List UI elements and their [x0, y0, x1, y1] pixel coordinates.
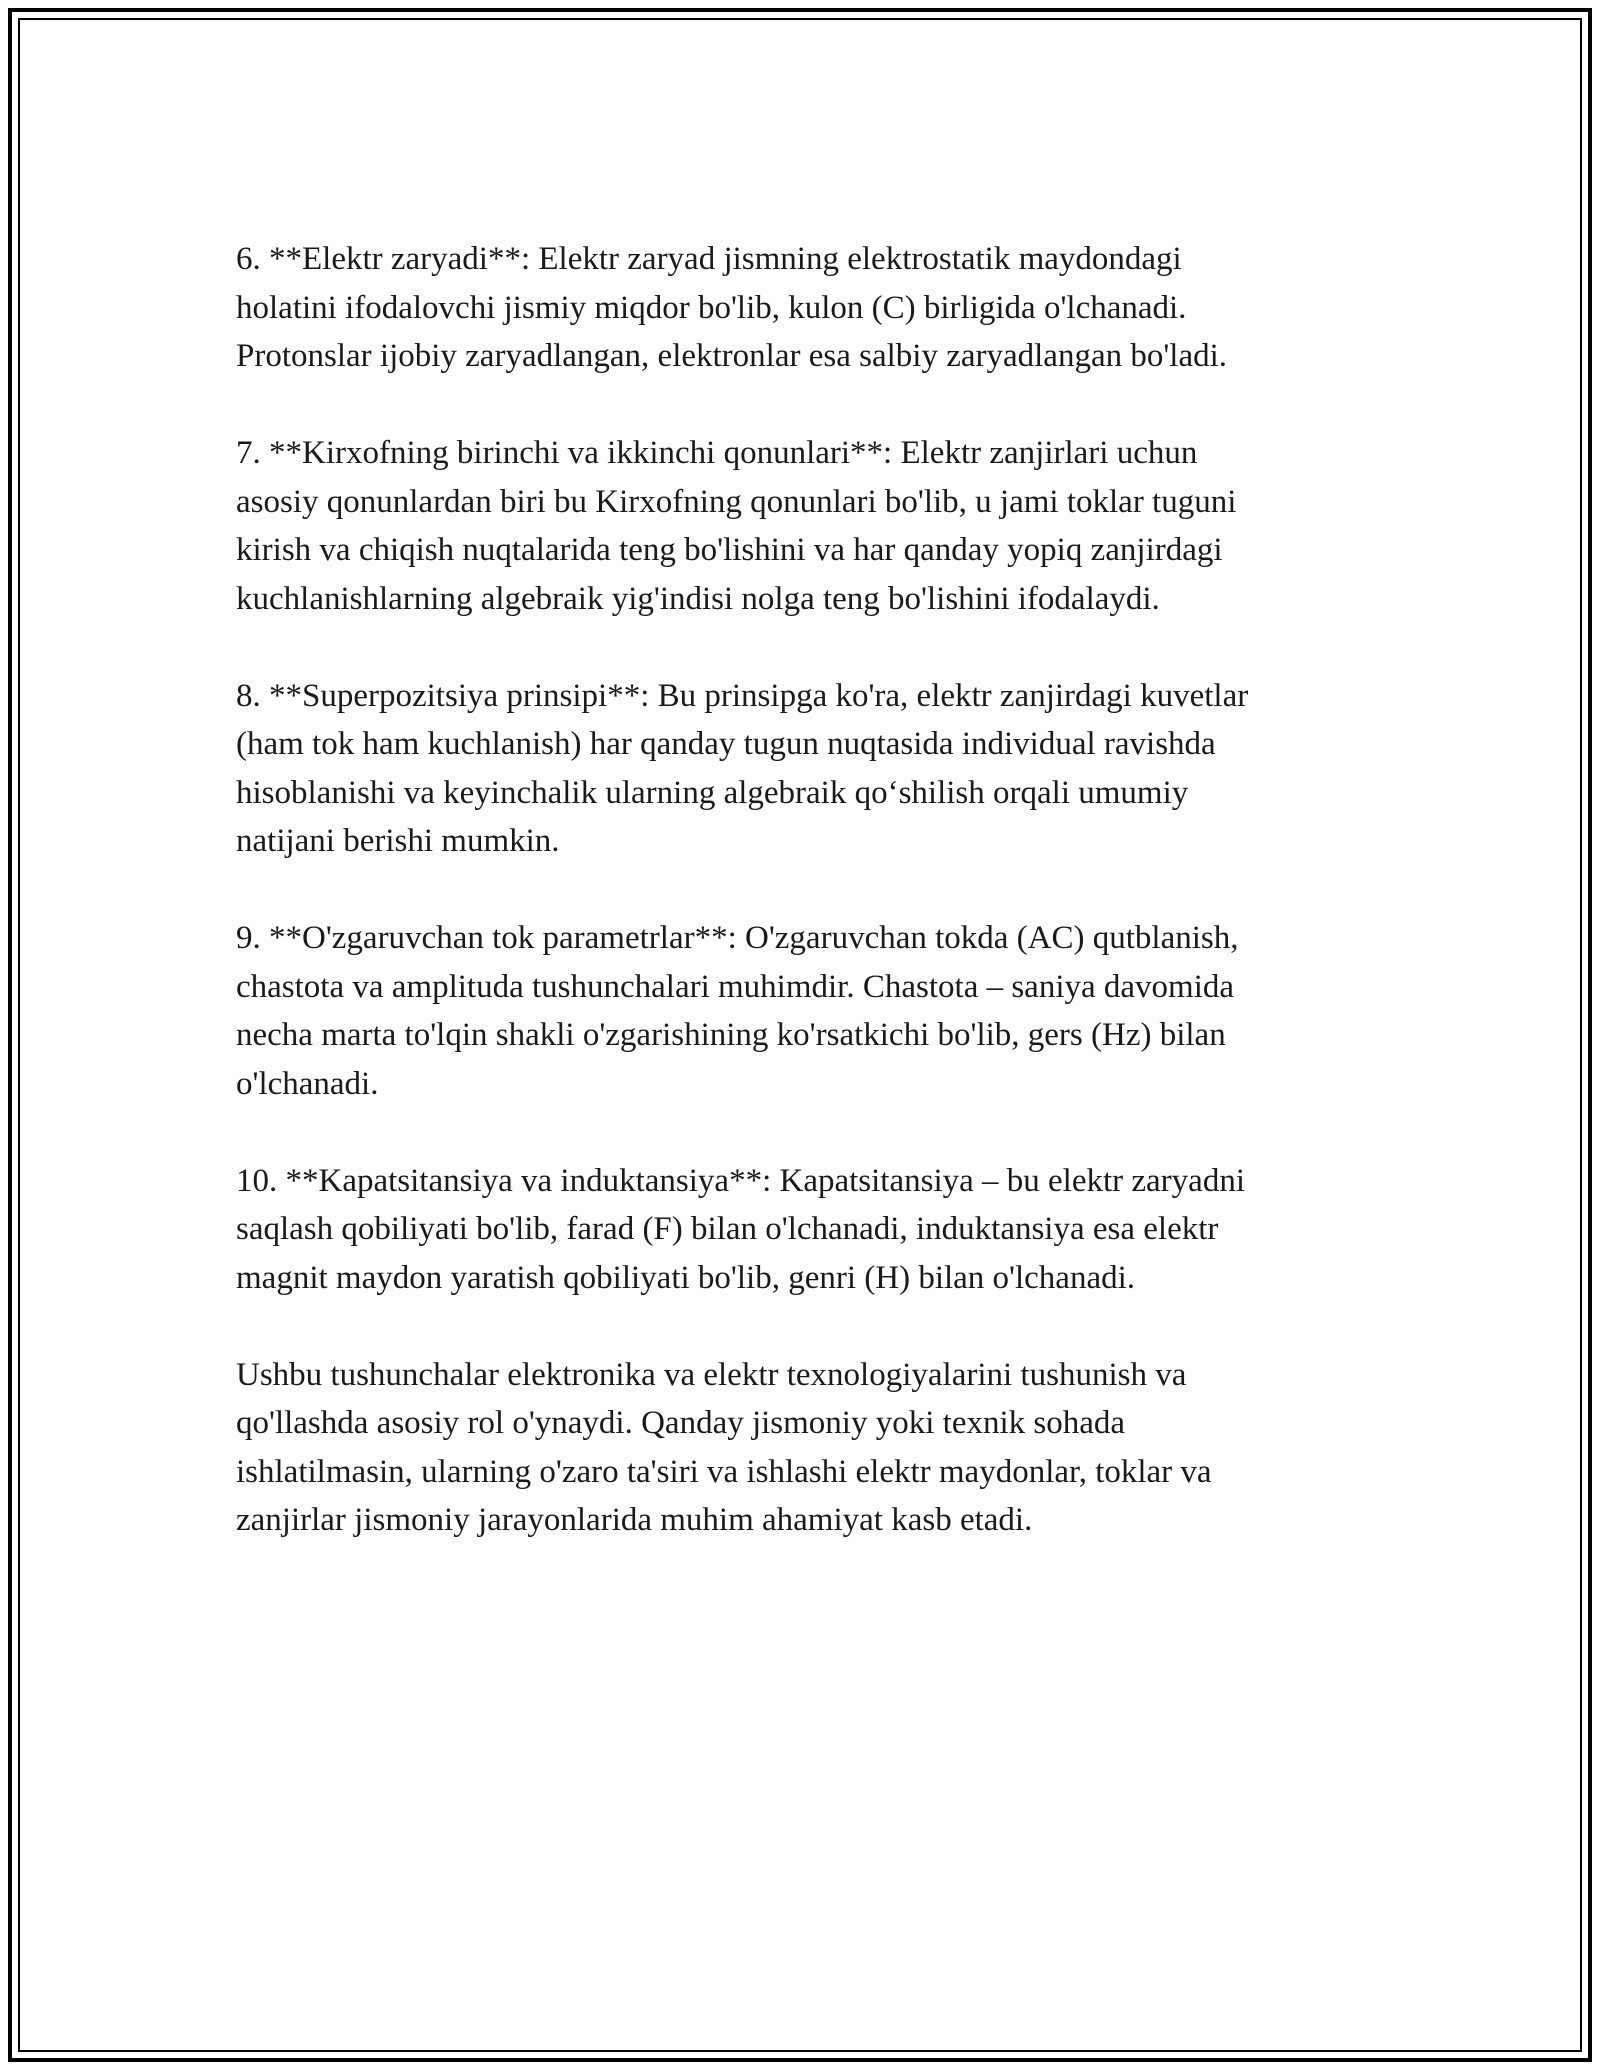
- text-line: o'lchanadi.: [236, 1065, 379, 1102]
- text-line: necha marta to'lqin shakli o'zgarishining ko'rsatkichi bo'lib, gers (Hz) bilan: [236, 1017, 1226, 1053]
- paragraph-capacitance-inductance: [236, 1157, 1386, 1303]
- text-line: magnit maydon yaratish qobiliyati bo'lib, genri (H) bilan o'lchanadi.: [236, 1259, 1136, 1296]
- text-line: qo'llashda asosiy rol o'ynaydi. Qanday jismoniy yoki texnik sohada: [236, 1405, 1126, 1441]
- text-line: ishlatilmasin, ularning o'zaro ta'siri va ishlashi elektr maydonlar, toklar va: [236, 1453, 1212, 1490]
- paragraph-conclusion: [236, 1351, 1386, 1545]
- text-line: chastota va amplituda tushunchalari muhimdir. Chastota – saniya davomida: [236, 968, 1235, 1005]
- text-line: 8. **Superpozitsiya prinsipi**: Bu prinsipga ko'ra, elektr zanjirdagi kuvetlar: [236, 677, 1249, 714]
- text-line: natijani berishi mumkin.: [236, 823, 560, 859]
- paragraph-electric-charge: [236, 235, 1386, 381]
- text-line: 10. **Kapatsitansiya va induktansiya**: Kapatsitansiya – bu elektr zaryadni: [236, 1162, 1245, 1199]
- text-line: kuchlanishlarning algebraik yig'indisi nolga teng bo'lishini ifodalaydi.: [236, 580, 1160, 617]
- text-line: kirish va chiqish nuqtalarida teng bo'lishini va har qanday yopiq zanjirdagi: [236, 532, 1223, 568]
- text-line: hisoblanishi va keyinchalik ularning algebraik qo‘shilish orqali umumiy: [236, 774, 1189, 811]
- paragraph-superposition: [236, 672, 1386, 866]
- document-body: [236, 235, 1386, 1593]
- text-line: 7. **Kirxofning birinchi va ikkinchi qonunlari**: Elektr zanjirlari uchun: [236, 435, 1198, 471]
- text-line: saqlash qobiliyati bo'lib, farad (F) bilan o'lchanadi, induktansiya esa elektr: [236, 1211, 1219, 1247]
- text-line: 6. **Elektr zaryadi**: Elektr zaryad jismning elektrostatik maydondagi: [236, 241, 1182, 277]
- text-line: asosiy qonunlardan biri bu Kirxofning qonunlari bo'lib, u jami toklar tuguni: [236, 483, 1237, 520]
- text-line: zanjirlar jismoniy jarayonlarida muhim ahamiyat kasb etadi.: [236, 1502, 1033, 1538]
- text-line: 9. **O'zgaruvchan tok parametrlar**: O'zgaruvchan tokda (AC) qutblanish,: [236, 920, 1239, 956]
- paragraph-kirchhoff-laws: [236, 429, 1386, 623]
- text-line: (ham tok ham kuchlanish) har qanday tugun nuqtasida individual ravishda: [236, 726, 1216, 762]
- text-line: holatini ifodalovchi jismiy miqdor bo'lib, kulon (C) birligida o'lchanadi.: [236, 289, 1187, 326]
- paragraph-ac-parameters: [236, 914, 1386, 1108]
- text-line: Ushbu tushunchalar elektronika va elektr texnologiyalarini tushunish va: [236, 1356, 1187, 1393]
- text-line: Protonslar ijobiy zaryadlangan, elektronlar esa salbiy zaryadlangan bo'ladi.: [236, 338, 1228, 374]
